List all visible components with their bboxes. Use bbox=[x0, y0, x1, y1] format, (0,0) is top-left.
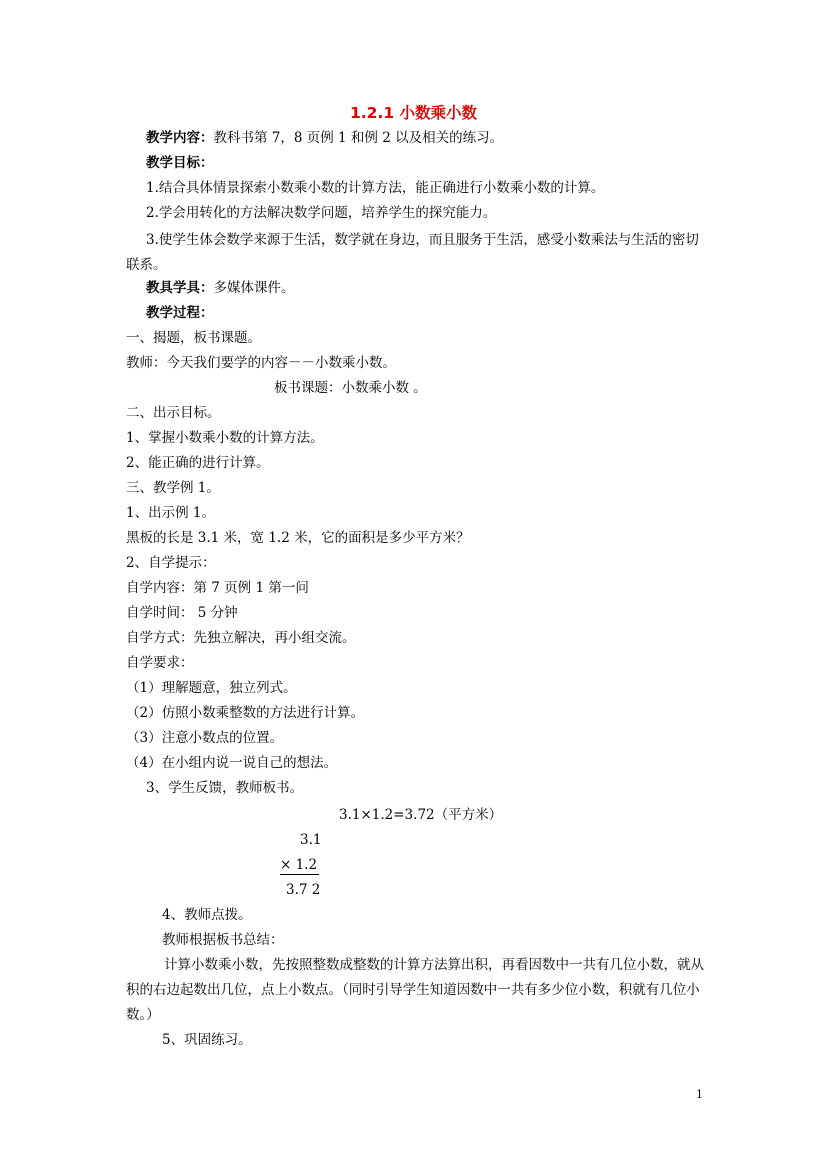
study-content: 自学内容：第 7 页例 1 第一问 bbox=[126, 580, 309, 596]
vertical-calc-multiplier: × 1.2 bbox=[280, 857, 318, 873]
goal-1: 1.结合具体情景探索小数乘小数的计算方法，能正确进行小数乘小数的计算。 bbox=[146, 180, 605, 196]
step-4: 4、教师点拨。 bbox=[162, 907, 252, 923]
study-requirements: 自学要求： bbox=[126, 655, 194, 671]
requirement-1: （1）理解题意，独立列式。 bbox=[126, 680, 297, 696]
goal-2: 2.学会用转化的方法解决数学问题，培养学生的探究能力。 bbox=[146, 205, 497, 221]
page-number: 1 bbox=[696, 1088, 703, 1101]
study-method: 自学方式：先独立解决，再小组交流。 bbox=[126, 630, 356, 646]
tools-text: 多媒体课件。 bbox=[213, 280, 295, 296]
requirement-3: （3）注意小数点的位置。 bbox=[126, 730, 284, 746]
goal-3: 3.使学生体会数学来源于生活，数学就在身边，而且服务于生活，感受小数乘法与生活的密切联系。 bbox=[126, 232, 699, 273]
tools-label: 教具学具： bbox=[146, 280, 214, 296]
summary-text: 计算小数乘小数，先按照整数成整数的计算方法算出积，再看因数中一共有几位小数，就从积的右边起数出几位，点上小数点。（同时引导学生知道因数中一共有多少位小数，积就有几位小数。） bbox=[126, 957, 704, 1023]
page-title: 1.2.1 小数乘小数 bbox=[349, 104, 478, 122]
teaching-content-label: 教学内容： bbox=[146, 130, 214, 146]
section-3-heading: 三、教学例 1。 bbox=[126, 480, 220, 496]
goals-heading: 教学目标： bbox=[146, 155, 214, 171]
objective-2: 2、能正确的进行计算。 bbox=[126, 455, 270, 471]
step-1: 1、出示例 1。 bbox=[126, 505, 215, 521]
objective-1: 1、掌握小数乘小数的计算方法。 bbox=[126, 430, 324, 446]
study-time: 自学时间： 5 分钟 bbox=[126, 605, 238, 621]
step-5: 5、巩固练习。 bbox=[162, 1032, 252, 1048]
requirement-4: （4）在小组内说一说自己的想法。 bbox=[126, 755, 338, 771]
summary-intro: 教师根据板书总结： bbox=[162, 932, 284, 948]
board-title-line: 板书课题：小数乘小数 。 bbox=[274, 380, 427, 396]
teacher-line: 教师：今天我们要学的内容－－小数乘小数。 bbox=[126, 355, 396, 371]
teaching-content-text: 教科书第 7，8 页例 1 和例 2 以及相关的练习。 bbox=[213, 130, 504, 146]
board-equation: 3.1×1.2=3.72（平方米） bbox=[339, 807, 503, 823]
section-1-heading: 一、揭题，板书课题。 bbox=[126, 330, 261, 346]
step-2: 2、自学提示： bbox=[126, 555, 216, 571]
step-3: 3、学生反馈，教师板书。 bbox=[146, 780, 304, 796]
tools-line bbox=[146, 279, 295, 297]
requirement-2: （2）仿照小数乘整数的方法进行计算。 bbox=[126, 705, 365, 721]
teaching-content-line bbox=[146, 129, 503, 147]
section-2-heading: 二、出示目标。 bbox=[126, 405, 221, 421]
vertical-calc-multiplicand: 3.1 bbox=[300, 832, 322, 848]
example-problem: 黑板的长是 3.1 米，宽 1.2 米，它的面积是多少平方米？ bbox=[126, 530, 470, 546]
vertical-calc-product: 3.7 2 bbox=[286, 882, 321, 898]
process-heading: 教学过程： bbox=[146, 305, 214, 321]
